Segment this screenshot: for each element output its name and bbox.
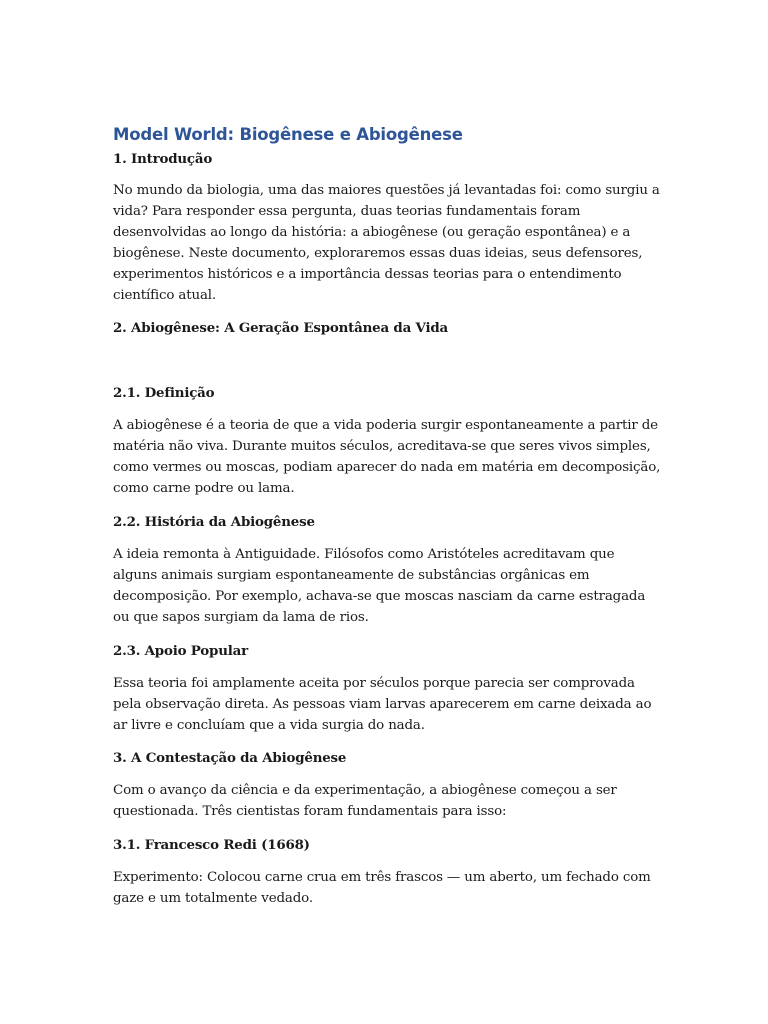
heading-historia: 2.2. História da Abiogênese <box>113 514 315 531</box>
heading-apoio-popular: 2.3. Apoio Popular <box>113 642 248 659</box>
paragraph-historia: A ideia remonta à Antiguidade. Filósofos como Aristóteles acreditavam que alguns animais surgiam espontaneamente de substâncias orgânicas em decomposição. Por exemplo, achava-se que moscas nasciam da carne estragada ou que sapos surgiam da lama de rios. <box>113 547 646 625</box>
document-content <box>113 122 661 910</box>
paragraph-introducao: No mundo da biologia, uma das maiores questões já levantadas foi: como surgiu a vida? Para responder essa pergunta, duas teorias fundamentais foram desenvolvidas ao longo da história: a abiogênese (ou geração espontânea) e a biogênese. Neste documento, exploraremos essas duas ideias, seus defensores, experimentos históricos e a importância dessas teorias para o entendimento científico atual. <box>113 183 660 303</box>
document-title: Model World: Biogênese e Abiogênese <box>113 125 463 144</box>
paragraph-contestacao: Com o avanço da ciência e da experimentação, a abiogênese começou a ser questionada. Três cientistas foram fundamentais para isso: <box>113 783 617 820</box>
heading-definicao: 2.1. Definição <box>113 385 215 402</box>
heading-francesco-redi: 3.1. Francesco Redi (1668) <box>113 837 310 854</box>
heading-abiogenese: 2. Abiogênese: A Geração Espontânea da Vida <box>113 320 448 337</box>
heading-contestacao: 3. A Contestação da Abiogênese <box>113 750 347 767</box>
heading-introducao: 1. Introdução <box>113 151 213 167</box>
paragraph-definicao: A abiogênese é a teoria de que a vida poderia surgir espontaneamente a partir de matéria não viva. Durante muitos séculos, acreditava-se que seres vivos simples, como vermes ou moscas, podiam aparecer do nada em matéria em decomposição, como carne podre ou lama. <box>113 418 661 497</box>
paragraph-apoio-popular: Essa teoria foi amplamente aceita por séculos porque parecia ser comprovada pela observação direta. As pessoas viam larvas aparecerem em carne deixada ao ar livre e concluíam que a vida surgia do nada. <box>113 675 652 733</box>
paragraph-francesco-redi: Experimento: Colocou carne crua em três frascos — um aberto, um fechado com gaze e um totalmente vedado. <box>113 870 651 907</box>
